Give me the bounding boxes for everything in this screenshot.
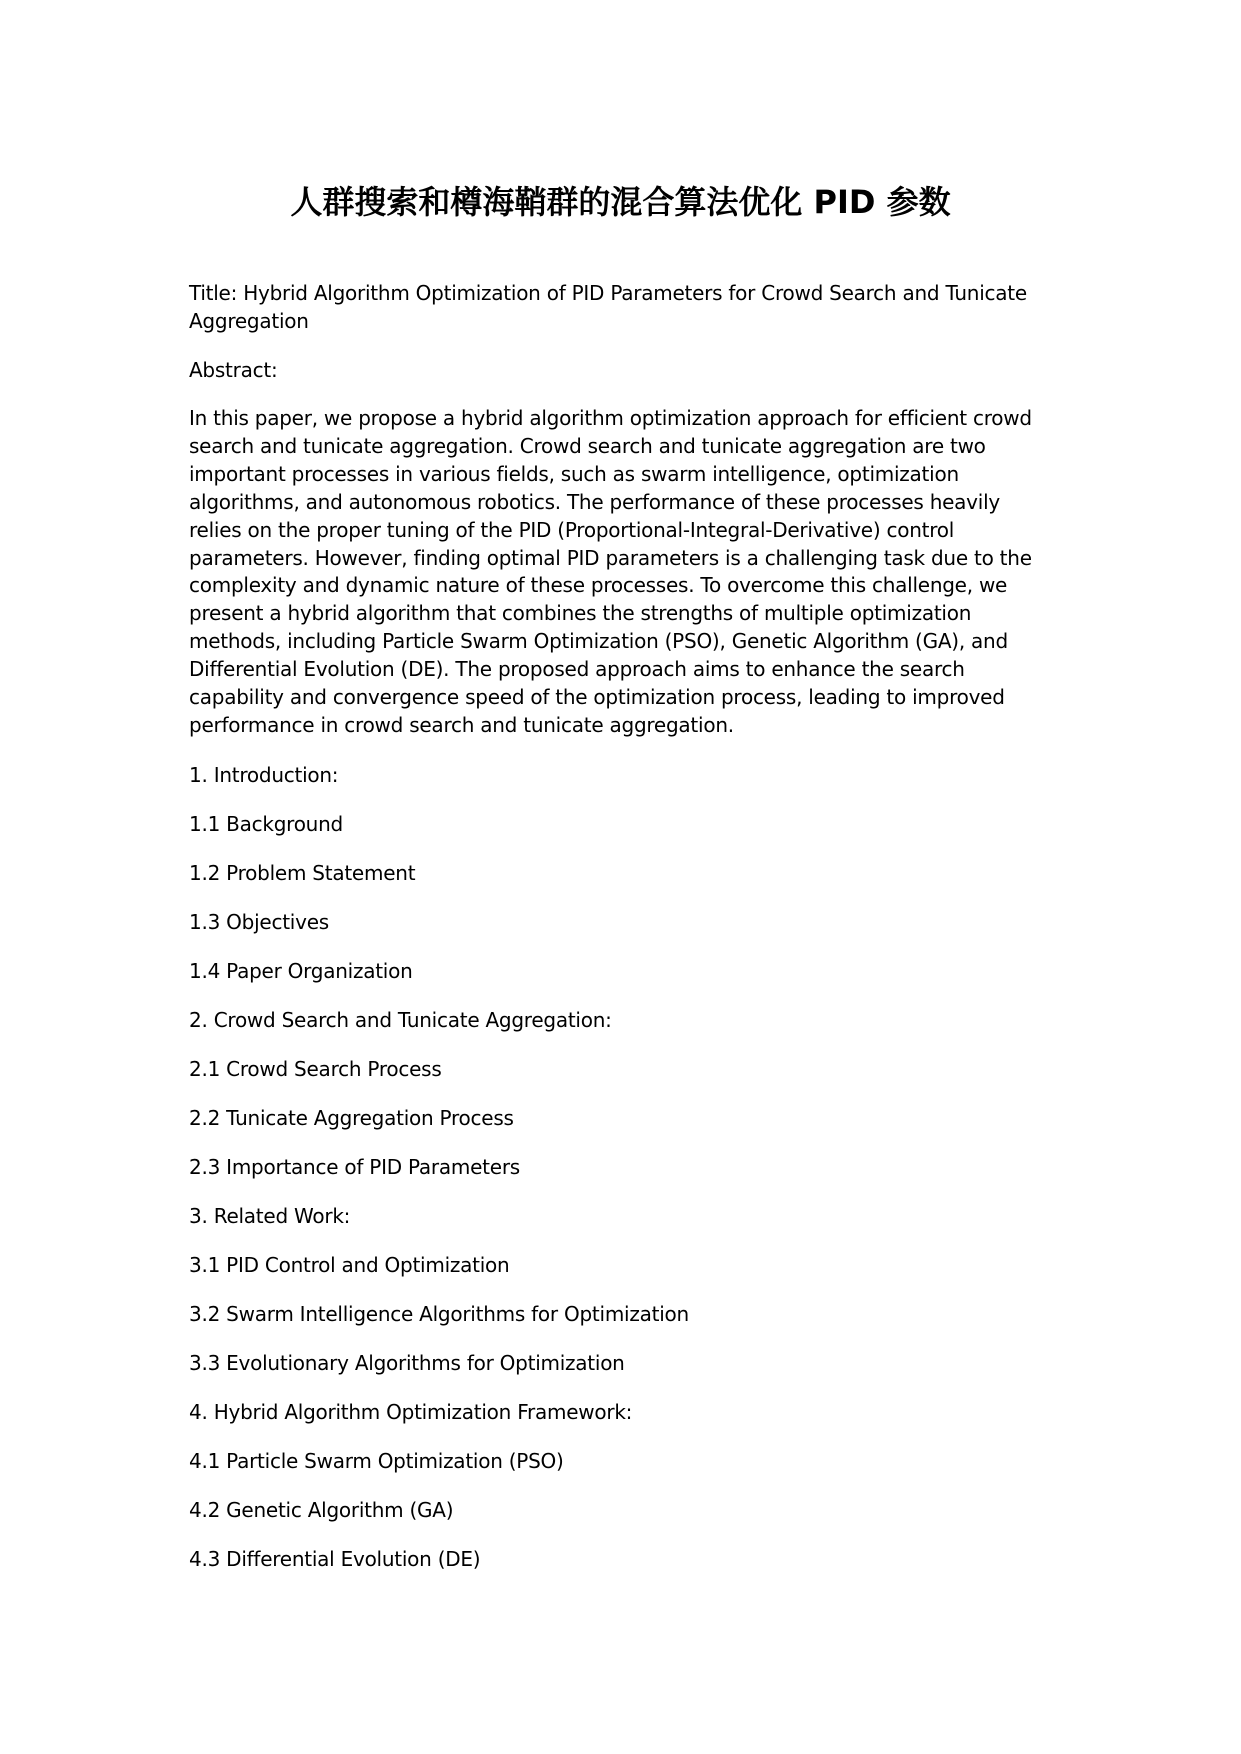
outline-item: 3.3 Evolutionary Algorithms for Optimization <box>189 1350 625 1375</box>
document-heading: 人群搜索和樽海鞘群的混合算法优化 PID 参数 <box>290 183 951 221</box>
abstract-label: Abstract: <box>189 358 278 382</box>
outline-item: 4.3 Differential Evolution (DE) <box>189 1546 481 1571</box>
outline-item: 2.2 Tunicate Aggregation Process <box>189 1105 514 1130</box>
outline-item: 1.3 Objectives <box>189 909 329 934</box>
outline-item: 1.4 Paper Organization <box>189 958 413 983</box>
outline-item: 3. Related Work: <box>189 1203 351 1228</box>
outline-item: 4.2 Genetic Algorithm (GA) <box>189 1497 454 1522</box>
outline-item: 1.2 Problem Statement <box>189 860 416 885</box>
document-body <box>189 279 1054 1594</box>
outline-item: 3.2 Swarm Intelligence Algorithms for Optimization <box>189 1301 689 1326</box>
outline-item: 4. Hybrid Algorithm Optimization Framework: <box>189 1399 633 1424</box>
section-outline <box>189 761 1054 1594</box>
outline-item: 2.1 Crowd Search Process <box>189 1056 442 1081</box>
abstract-text: In this paper, we propose a hybrid algorithm optimization approach for efficient crowd search and tunicate aggregation. Crowd search and tunicate aggregation are two important processes in various fields, such as swarm intelligence, optimization algorithms, and autonomous robotics. The performance of these processes heavily relies on the proper tuning of the PID (Proportional-Integral-Derivative) control parameters. However, finding optimal PID parameters is a challenging task due to the complexity and dynamic nature of these processes. To overcome this challenge, we present a hybrid algorithm that combines the strengths of multiple optimization methods, including Particle Swarm Optimization (PSO), Genetic Algorithm (GA), and Differential Evolution (DE). The proposed approach aims to enhance the search capability and convergence speed of the optimization process, leading to improved performance in crowd search and tunicate aggregation. <box>189 406 1032 737</box>
outline-item: 1.1 Background <box>189 811 343 836</box>
title-line: Title: Hybrid Algorithm Optimization of PID Parameters for Crowd Search and Tunicate Aggregation <box>189 281 1027 333</box>
outline-item: 3.1 PID Control and Optimization <box>189 1252 510 1277</box>
outline-item: 4.1 Particle Swarm Optimization (PSO) <box>189 1448 564 1473</box>
outline-item: 2.3 Importance of PID Parameters <box>189 1154 520 1179</box>
outline-item: 2. Crowd Search and Tunicate Aggregation: <box>189 1007 612 1032</box>
outline-item: 1. Introduction: <box>189 762 339 787</box>
